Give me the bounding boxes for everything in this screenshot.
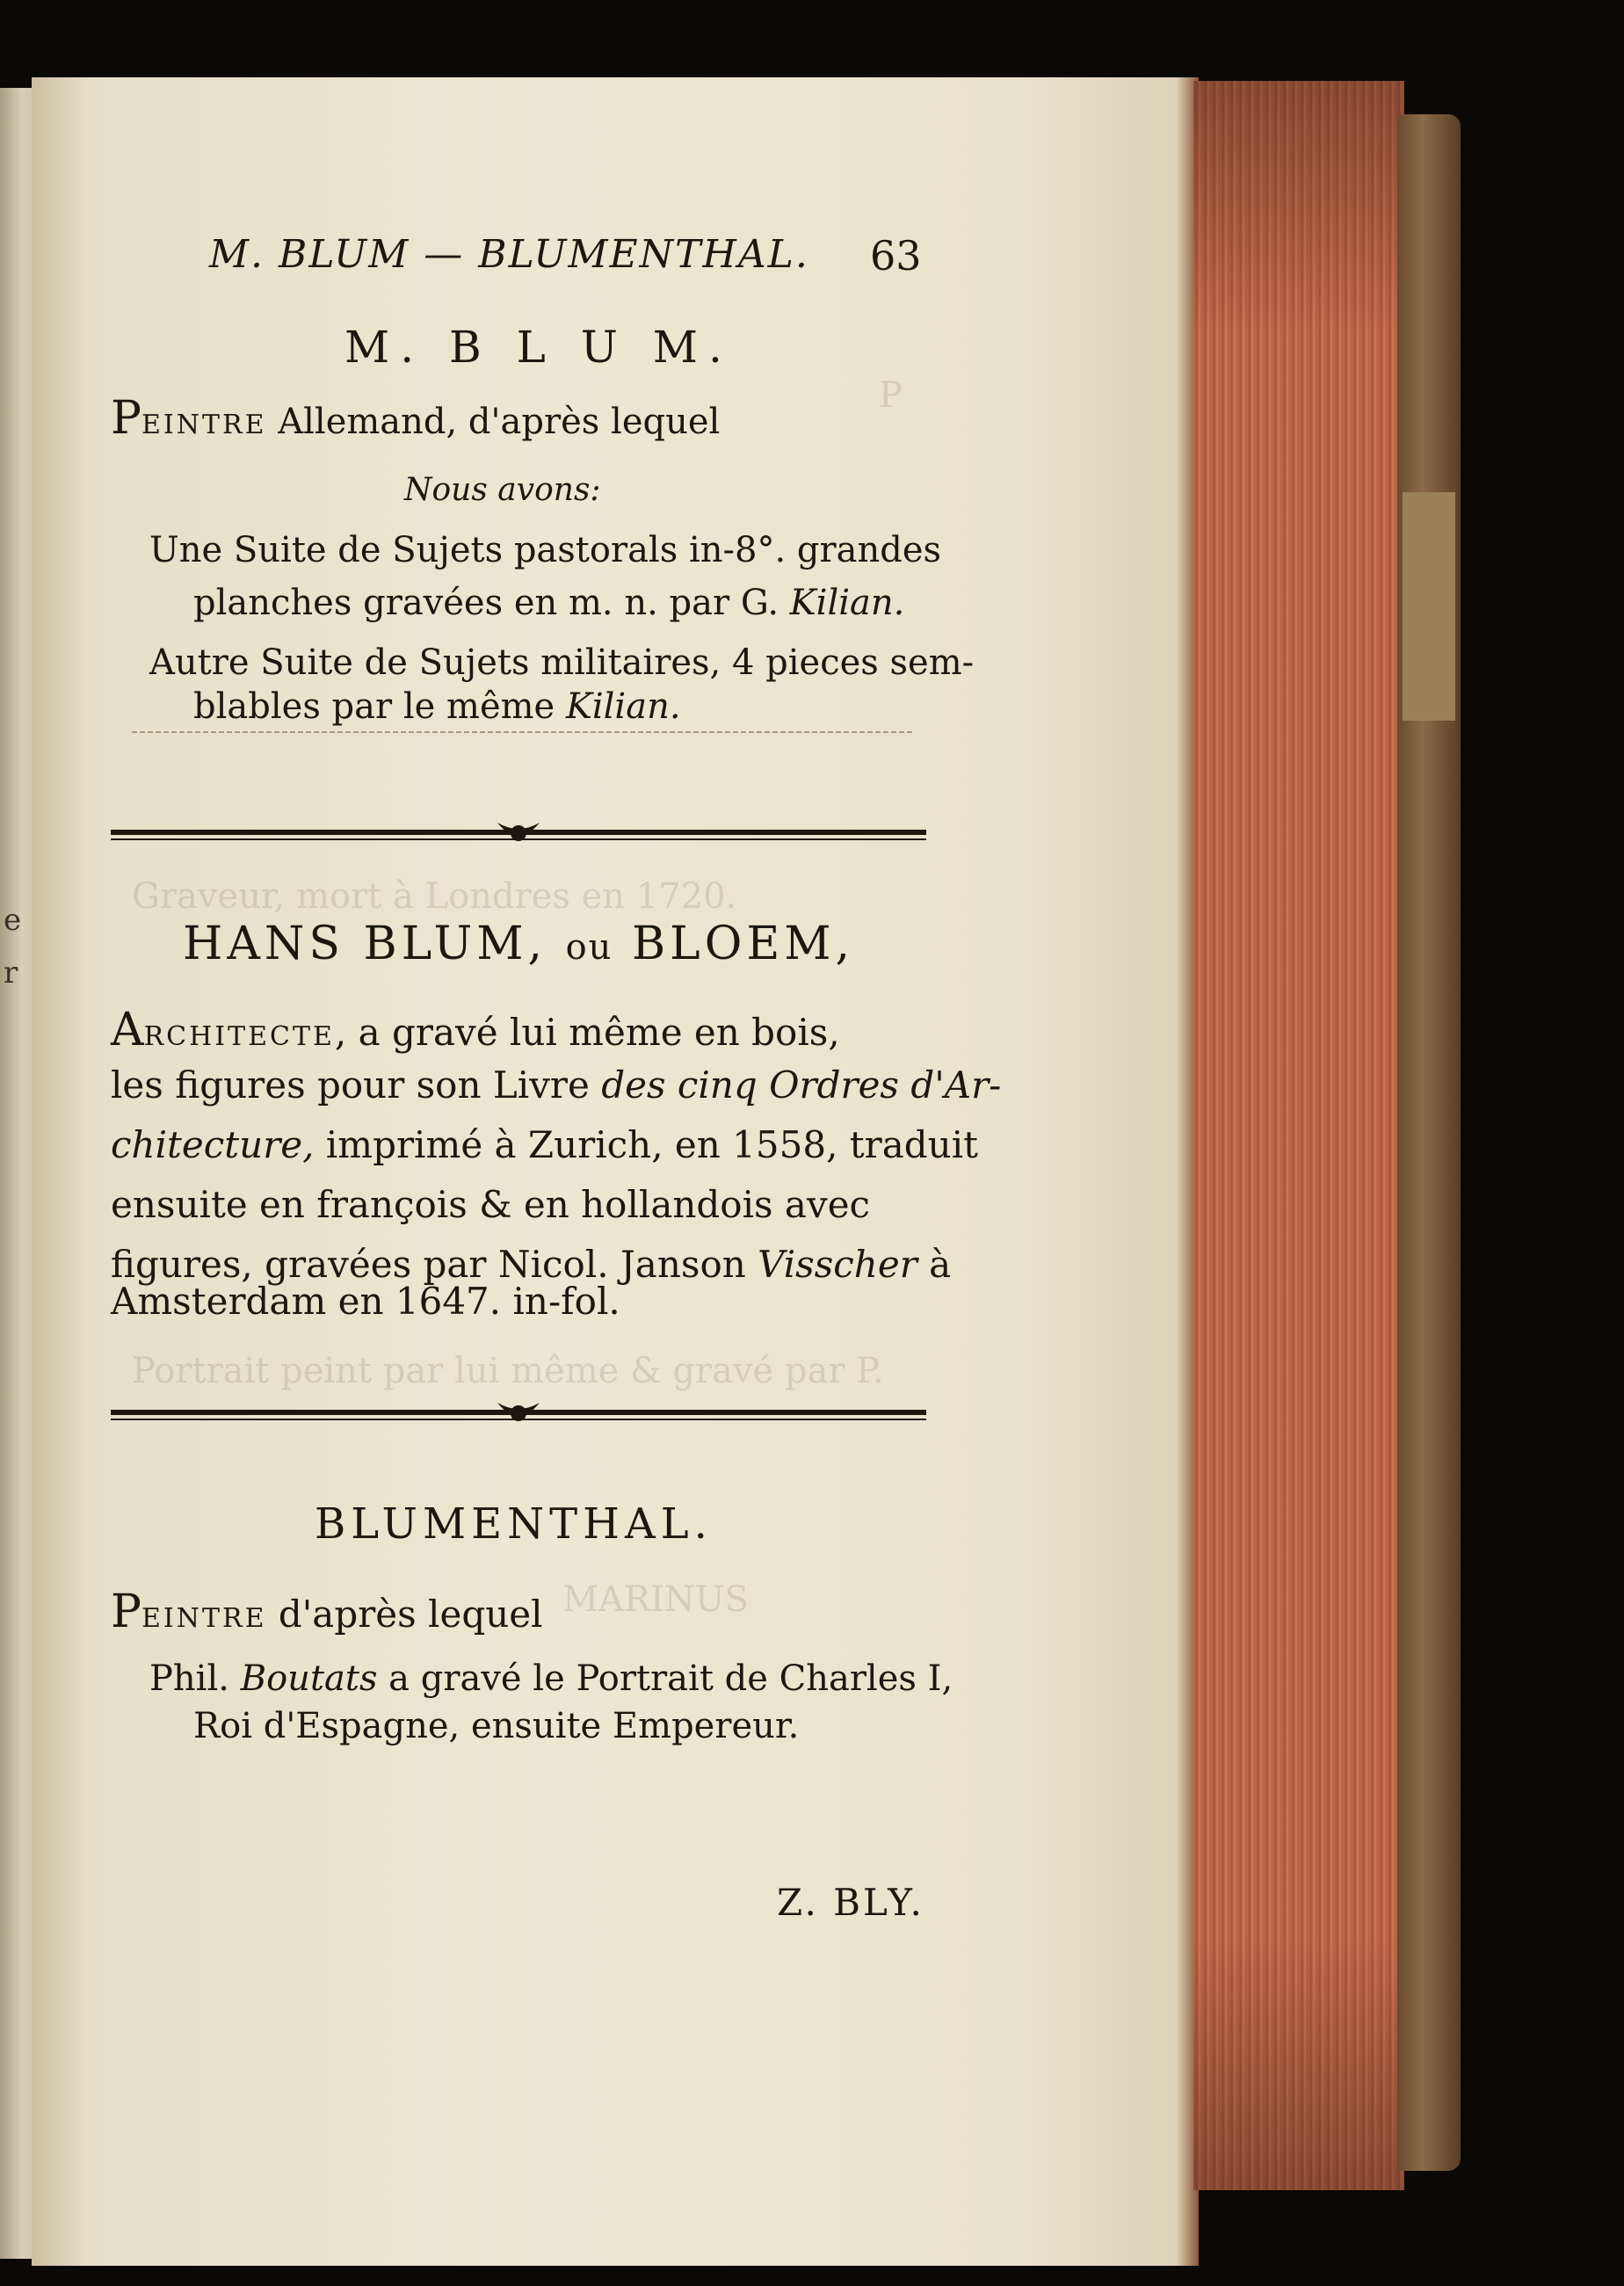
entry-text-line: [111, 1004, 840, 1056]
italic-name: Visscher: [758, 1243, 917, 1286]
line-text: les figures pour son Livre: [111, 1063, 602, 1107]
list-item-line: [193, 583, 905, 623]
entry-text-line: Amsterdam en 1647. in-fol.: [111, 1280, 620, 1323]
initial-letter: P: [111, 1586, 141, 1638]
intro-text: Allemand, d'après lequel: [266, 402, 721, 442]
italic-name: Kilian.: [789, 583, 905, 623]
prev-page-letter: r: [4, 955, 18, 991]
show-through-text: MARINUS: [562, 1579, 749, 1620]
entry-heading: M. B L U M.: [344, 322, 733, 373]
prev-page-letter: e: [4, 903, 22, 938]
heading-conjunction: ou: [565, 927, 613, 968]
subheading: Nous avons:: [404, 472, 601, 508]
small-caps-word: EINTRE: [141, 1603, 267, 1634]
italic-title: chitecture,: [111, 1123, 315, 1166]
show-through-text: Portrait peint par lui même & gravé par P.: [132, 1351, 884, 1391]
book-cover-edge: [1397, 114, 1461, 2171]
entry-intro: [111, 1586, 543, 1638]
running-head: M. BLUM — BLUMENTHAL.: [209, 232, 809, 277]
initial-letter: A: [111, 1004, 144, 1056]
entry-text-line: [111, 1063, 1002, 1107]
ornamental-rule: [111, 1397, 928, 1433]
entry-text-line: [111, 1243, 952, 1286]
intro-text: d'après lequel: [266, 1593, 543, 1636]
italic-name: Boutats: [240, 1658, 378, 1699]
initial-letter: P: [111, 392, 141, 445]
list-item-line: Roi d'Espagne, ensuite Empereur.: [193, 1706, 800, 1746]
page-number: 63: [870, 232, 922, 279]
list-item-line: [193, 686, 681, 727]
line-text: à: [917, 1243, 952, 1286]
line-text: blables par le même: [193, 686, 566, 727]
page-edges-shade: [1193, 81, 1404, 2190]
line-text: Phil.: [149, 1658, 241, 1699]
list-item-line: Autre Suite de Sujets militaires, 4 pieces sem-: [149, 642, 975, 683]
list-item-line: Une Suite de Sujets pastorals in-8°. grandes: [149, 530, 942, 570]
line-text: imprimé à Zurich, en 1558, traduit: [314, 1123, 979, 1166]
show-through-text: P: [879, 375, 903, 416]
thin-rule: [132, 728, 923, 737]
line-text: , a gravé lui même en bois,: [334, 1011, 840, 1054]
list-item-line: [149, 1658, 953, 1699]
small-caps-word: RCHITECTE: [143, 1021, 335, 1052]
entry-heading: BLUMENTHAL.: [315, 1499, 713, 1549]
entry-heading: [183, 918, 855, 970]
entry-intro: [111, 392, 721, 445]
italic-title: des cinq Ordres d'Ar-: [601, 1063, 1002, 1107]
heading-name: HANS BLUM,: [183, 918, 547, 970]
italic-name: Kilian.: [565, 686, 681, 727]
ornamental-rule: [111, 817, 928, 853]
entry-text-line: ensuite en françois & en hollandois avec: [111, 1183, 871, 1226]
small-caps-word: EINTRE: [141, 410, 267, 440]
entry-text-line: [111, 1123, 979, 1166]
line-text: a gravé le Portrait de Charles I,: [377, 1658, 953, 1699]
show-through-text: Graveur, mort à Londres en 1720.: [132, 876, 737, 917]
heading-alt-name: BLOEM,: [631, 918, 855, 970]
line-text: figures, gravées par Nicol. Janson: [111, 1243, 758, 1286]
catchword: Z. BLY.: [777, 1881, 924, 1924]
line-text: planches gravées en m. n. par G.: [193, 583, 790, 623]
cover-worn-band: [1403, 492, 1455, 721]
